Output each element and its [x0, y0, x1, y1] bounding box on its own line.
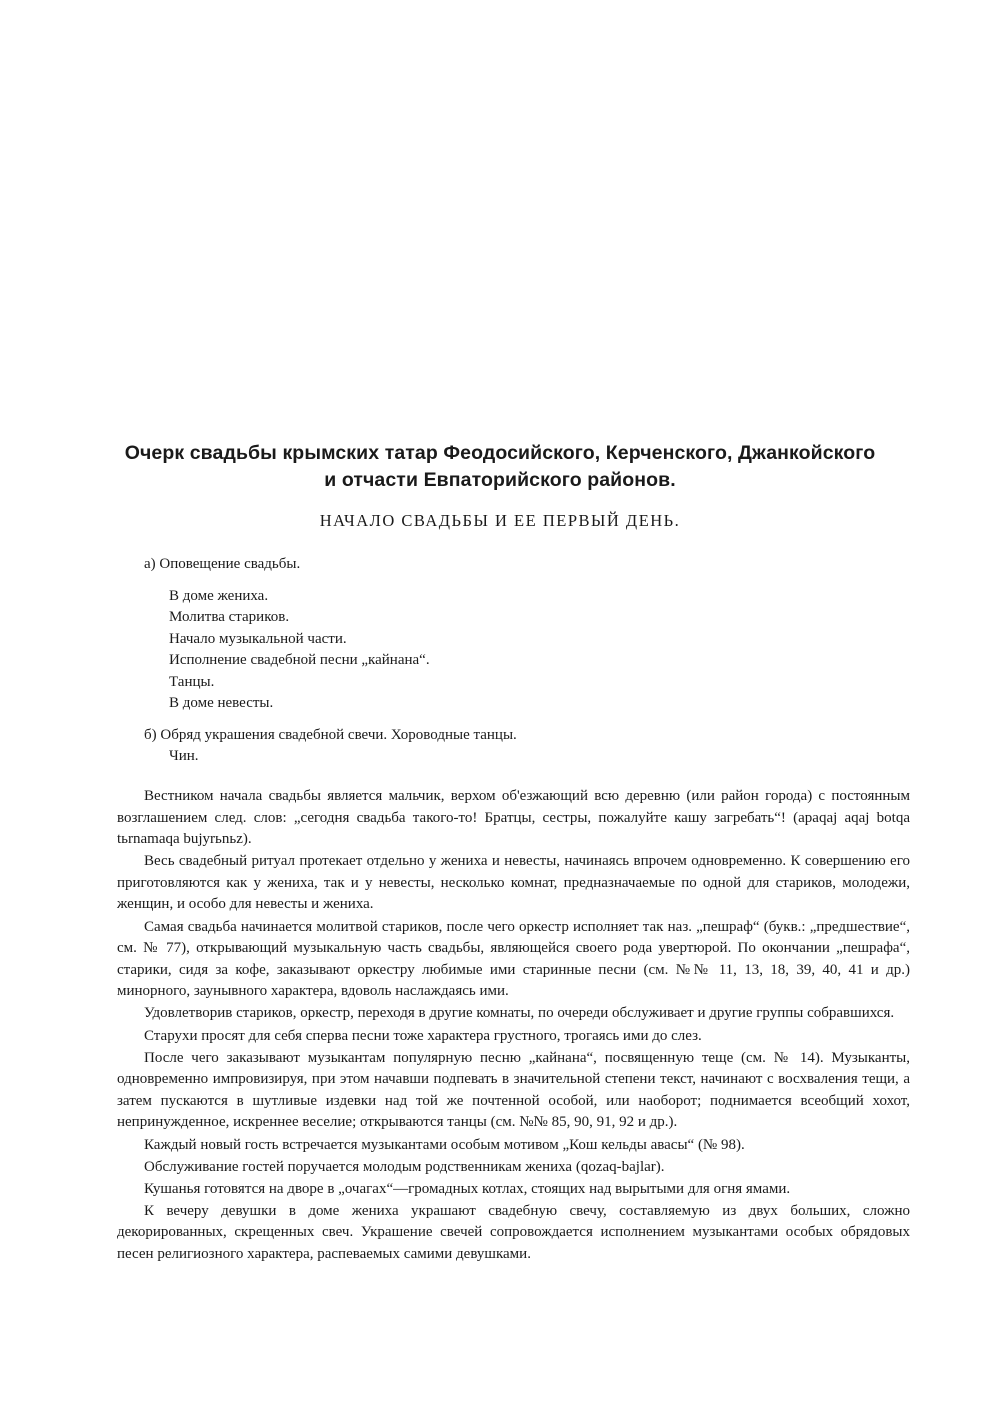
paragraph: Весь свадебный ритуал протекает отдельно у жениха и невесты, начинаясь впрочем одновременно. К совершению его приготовляются как у жениха, так и у невесты, несколько комнат, предназначаемые по одной для стариков, молодежи, женщин, и особо для невесты и жениха. [117, 853, 910, 913]
outline-item: Чин. [169, 748, 199, 764]
outline-item: Танцы. [169, 673, 215, 690]
title-line-2: и отчасти Евпаторийского районов. [324, 469, 676, 491]
paragraph: Каждый новый гость встречается музыкантами особым мотивом „Кош кельды авасы“ (№ 98). [144, 1136, 745, 1153]
paragraph: Кушанья готовятся на дворе в „очагах“—громадных котлах, стоящих над вырытыми для огня ямами. [144, 1180, 791, 1197]
outline-item: В доме невесты. [169, 695, 274, 711]
outline-item: Начало музыкальной части. [169, 630, 347, 647]
body-text [117, 786, 910, 1266]
paragraph: Удовлетворив стариков, оркестр, переходя в другие комнаты, по очереди обслуживает и другие группы собравшихся. [144, 1005, 895, 1022]
outline-item: В доме жениха. [169, 587, 269, 604]
paragraph: Самая свадьба начинается молитвой стариков, после чего оркестр исполняет так наз. „пешраф“ (букв.: „предшествие“, см. № 77), открывающий музыкальную часть свадьбы, являющейся своего рода увертюрой. По окончании „пешрафа“, старики, сидя за кофе, заказывают оркестру любимые ими старинные песни (см. №№ 11, 13, 18, 39, 40, 41 и др.) минорного, заунывного характера, вдоволь наслаждаясь ими. [117, 918, 910, 1000]
paragraph: Обслуживание гостей поручается молодым родственникам жениха (qozaq-bajlar). [144, 1158, 665, 1175]
paragraph: К вечеру девушки в доме жениха украшают свадебную свечу, составляемую из двух больших, сложно декорированных, скрещенных свеч. Украшение свечей сопровождается исполнением музыкантами особых обрядовых песен религиозного характера, распеваемых самими девушками. [117, 1202, 910, 1262]
outline-section-a: а) Оповещение свадьбы. [144, 556, 301, 572]
outline [144, 554, 517, 768]
paragraph: После чего заказывают музыкантам популярную песню „кайнана“, посвященную теще (см. № 14). Музыканты, одновременно импровизируя, при этом начавши подпевать в значительной степени текст, начинают с восхваления тещи, а затем пускаются в шутливые издевки над той же почтенной особой, или наоборот; поднимается всеобщий хохот, непринужденное, искреннее веселие; открываются танцы (см. №№ 85, 90, 91, 92 и др.). [117, 1049, 910, 1131]
outline-item: Исполнение свадебной песни „кайнана“. [169, 652, 430, 668]
title-line-1: Очерк свадьбы крымских татар Феодосийского, Керченского, Джанкойского [124, 442, 876, 464]
section-subtitle: НАЧАЛО СВАДЬБЫ И ЕЕ ПЕРВЫЙ ДЕНЬ. [319, 511, 681, 530]
outline-section-b: б) Обряд украшения свадебной свечи. Хороводные танцы. [144, 726, 517, 743]
page-title [70, 440, 930, 494]
paragraph: Старухи просят для себя сперва песни тоже характера грустного, трогаясь ими до слез. [144, 1027, 702, 1044]
paragraph: Вестником начала свадьбы является мальчик, верхом об'езжающий всю деревню (или район города) с постоянным возглашением след. слов: „сегодня свадьба такого-то! Братцы, сестры, пожалуйте кашу загребать“! (apaqaj aqaj botqa tьrnamaqa bujyrьnьz). [117, 788, 910, 848]
outline-item: Молитва стариков. [169, 609, 290, 625]
